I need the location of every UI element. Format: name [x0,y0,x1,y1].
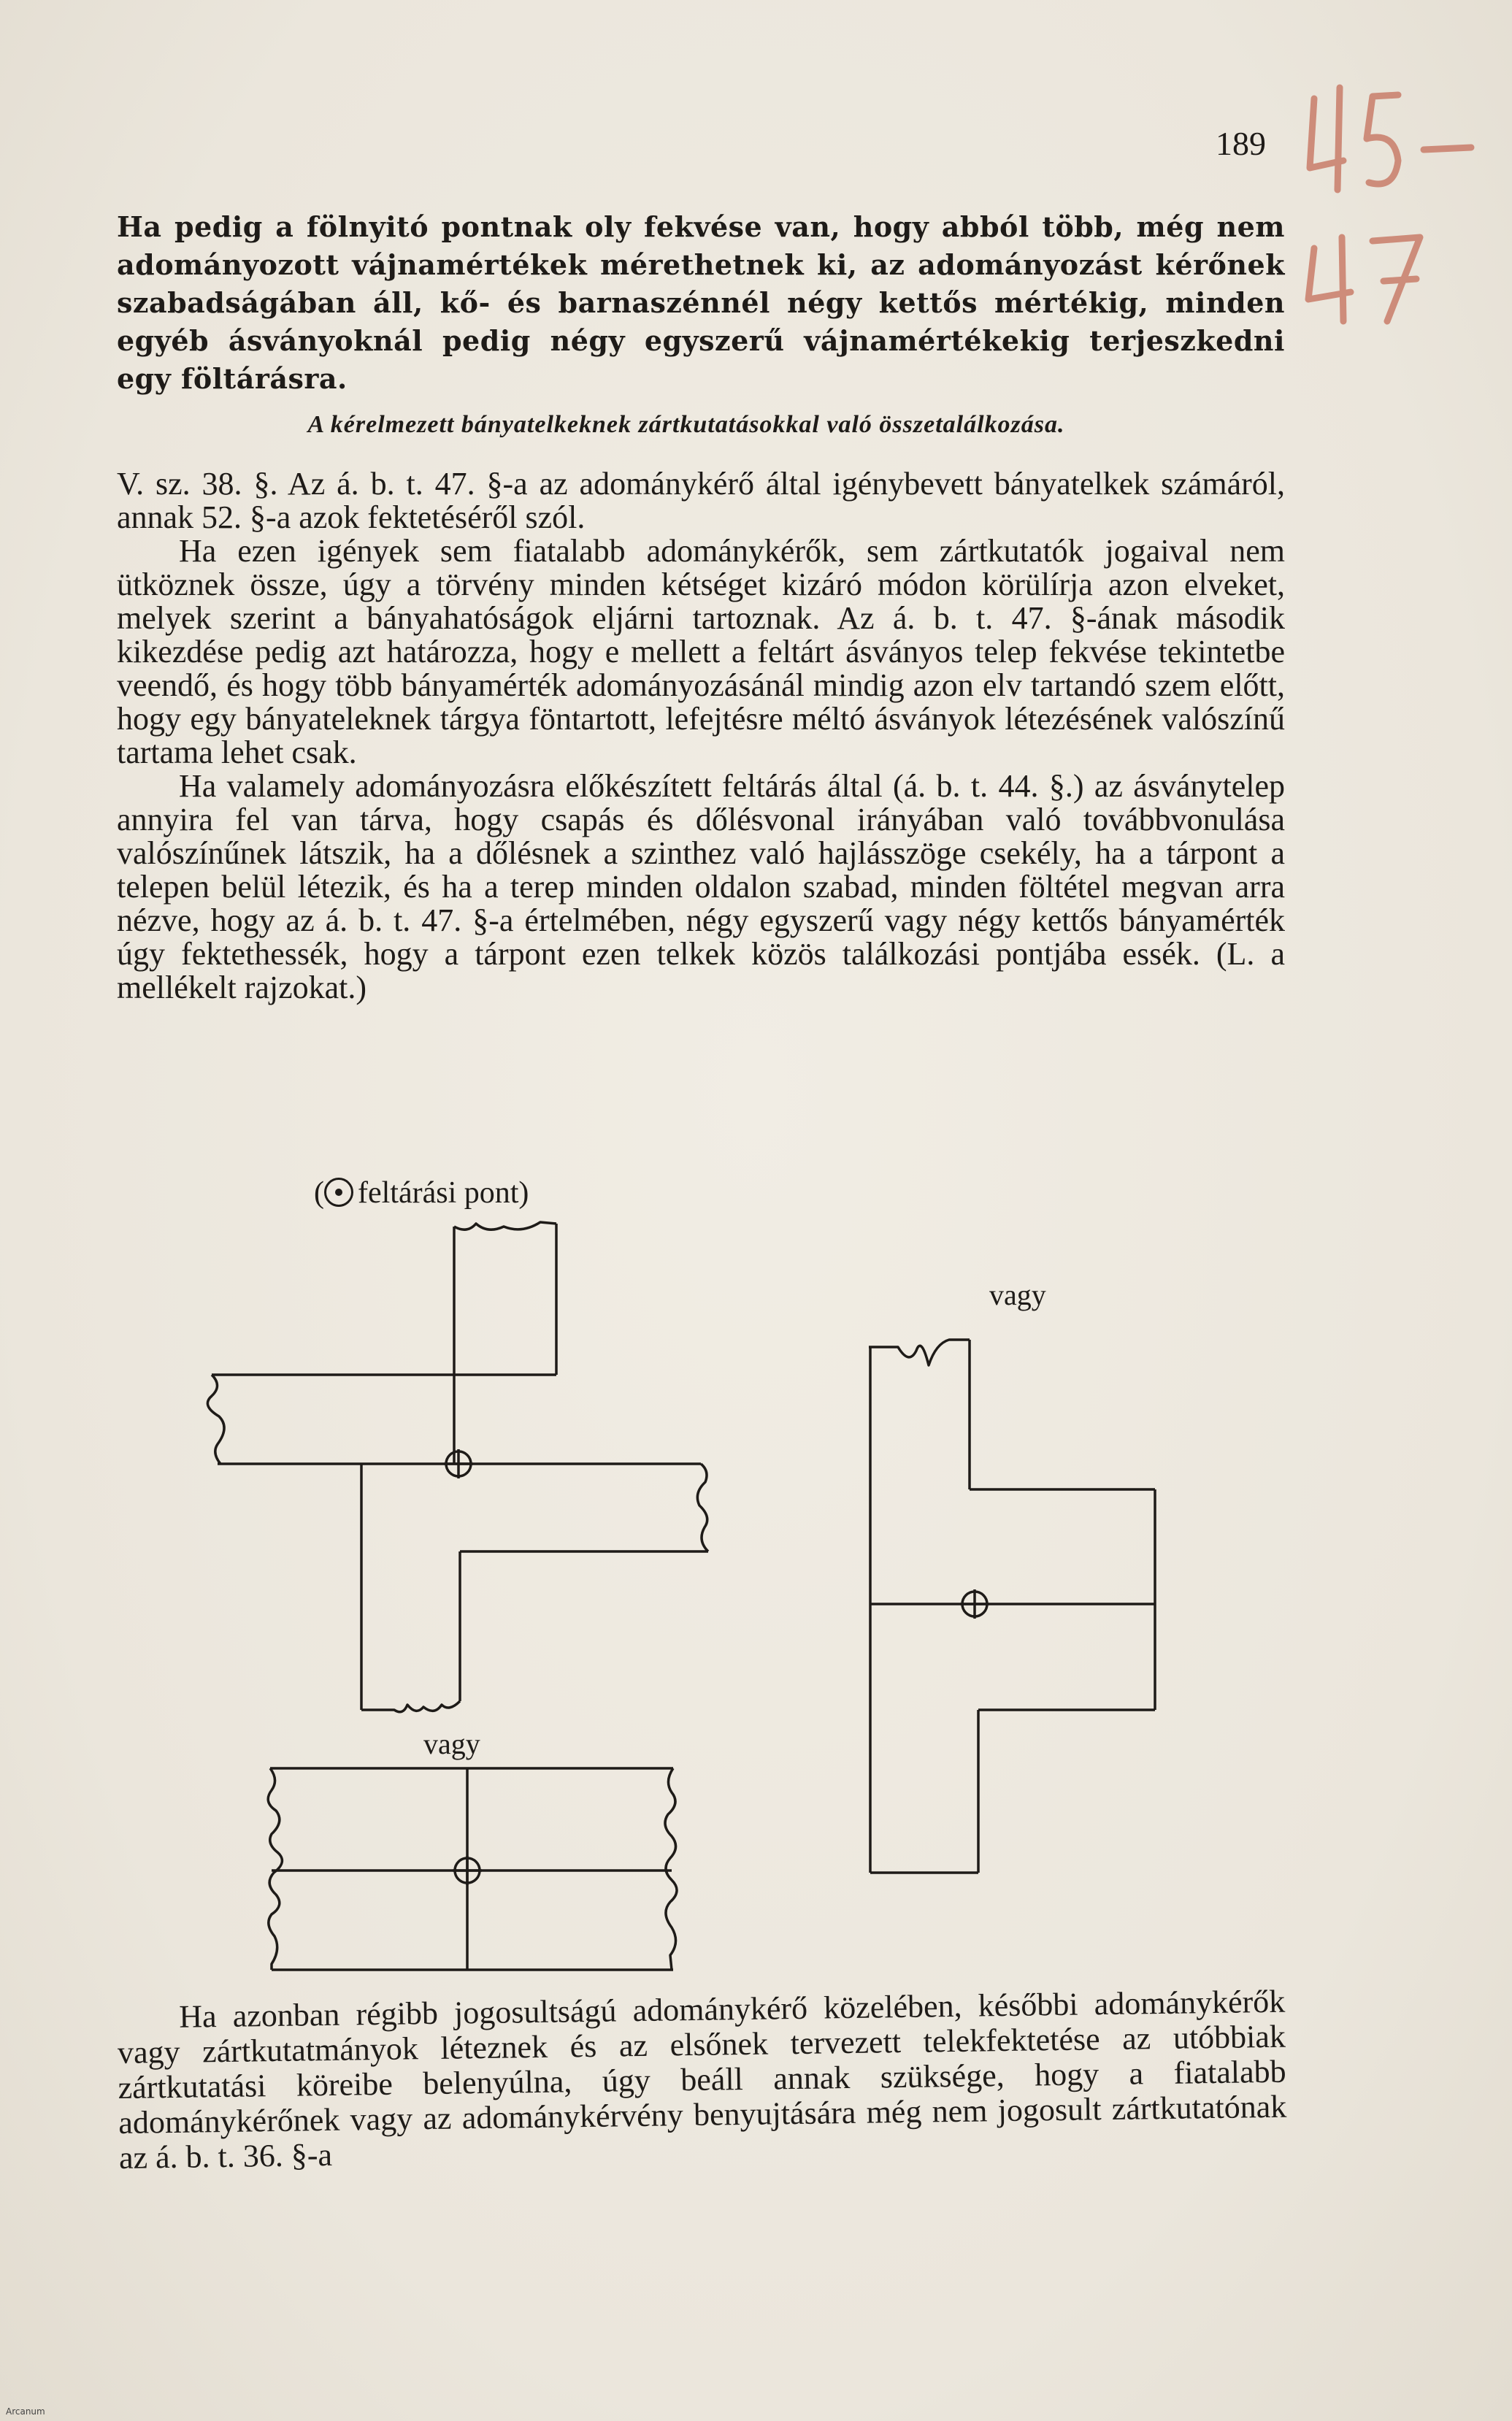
diagram-right-layout [869,1340,1155,1873]
paragraph-3: Ha valamely adományozásra előkészített feltárás által (á. b. t. 44. §.) az ásványtelep annyira fel van tárva, hogy csapás és dőlésvonal irányában való továbbvonulása valószínűnek látszik, ha a dőlésnek a szinthez való hajlásszöge csekély, ha a tárpont a telepen belül létezik, és ha a terep minden oldalon szabad, minden föltétel megvan arra nézve, hogy az á. b. t. 47. §-a értelmében, négy egyszerű vagy négy kettős bányamérték úgy fektethessék, hogy a tárpont ezen telkek közös találkozási pontjába essék. (L. a mellékelt rajzokat.) [117,768,1285,1005]
alternative-label-2: vagy [423,1727,480,1760]
paragraph-2: Ha ezen igények sem fiatalabb adománykérők, sem zártkutatók jogaival nem ütköznek össze, úgy a törvény minden kétséget kizáró módon körülírja azon elveket, melyek szerint a bányahatóságok eljárni tartoznak. Az á. b. t. 47. §-ának második kikezdése pedig azt határozza, hogy e mellett a feltárt ásványos telep fekvése tekintetbe veendő, és hogy több bányamérték adományozásánál mindig azon elv tartandó szem előtt, hogy egy bányateleknek tárgya föntartott, lefejtésre méltó ásványok létezésének valószínű tartama lehet csak. [117,533,1285,770]
diagram-cross-layout [207,1222,708,1712]
intro-paragraph: Ha pedig a fölnyitó pontnak oly fekvése van, hogy abból több, még nem adományozott vájnamértékek mérethetnek ki, az adományozást kérőnek szabadságában áll, kő- és barnaszénnél négy kettős mértékig, minden egyéb ásványoknál pedig négy egyszerű vájnamértékekig terjeszkedni egy föltárásra. [117,210,1285,395]
paragraph-1: V. sz. 38. §. Az á. b. t. 47. §-a az adománykérő által igénybevett bányatelkek számáról, annak 52. §-a azok fektetéséről szól. [117,466,1285,535]
archive-watermark: Arcanum [6,2406,45,2417]
legend-text: feltárási pont) [358,1176,529,1210]
alternative-label-1: vagy [989,1278,1046,1311]
section-title: A kérelmezett bányatelkeknek zártkutatásokkal való összetalálkozása. [307,411,1065,438]
paragraph-4: Ha azonban régibb jogosultságú adománykérő közelében, későbbi adománykérők vagy zártkutatmányok léteznek és az elsőnek tervezett telekfektetése az utóbbiak zártkutatási köreibe belenyúlna, úgy beáll annak szüksége, hogy a fiatalabb adománykérőnek vagy az adománykérvény benyujtására még nem jogosult zártkutatónak az á. b. t. 36. §-a [117,1983,1287,2176]
page-number: 189 [1216,125,1266,162]
diagram-bottom-layout [268,1768,677,1970]
final-paragraph [117,1984,1287,2176]
legend-paren: ( [314,1176,324,1210]
